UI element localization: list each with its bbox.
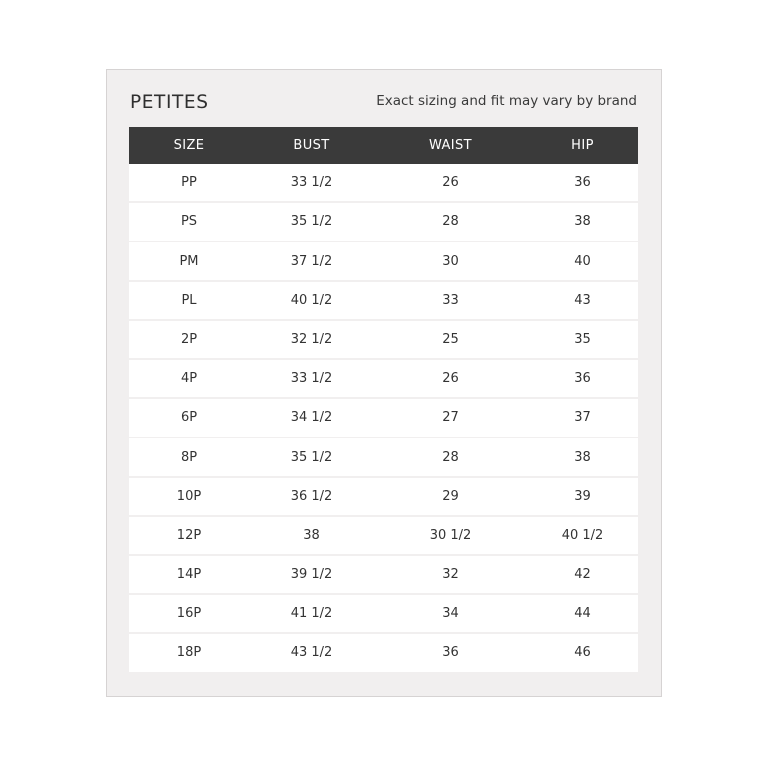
cell-bust: 34 1/2 — [290, 410, 333, 426]
cell-size: PS — [180, 214, 198, 230]
cell-bust: 35 1/2 — [290, 214, 333, 230]
cell-hip: 38 — [574, 449, 591, 465]
cell-size: PP — [181, 175, 197, 191]
size-table — [129, 127, 638, 672]
cell-hip: 46 — [574, 645, 591, 661]
header-hip: HIP — [571, 138, 594, 153]
cell-hip: 44 — [574, 606, 591, 622]
cell-waist: 33 — [442, 292, 459, 308]
cell-size: PL — [181, 292, 197, 308]
cell-hip: 43 — [574, 292, 591, 308]
table-body — [129, 164, 638, 672]
cell-bust: 36 1/2 — [290, 488, 333, 504]
cell-waist: 26 — [442, 175, 459, 191]
cell-waist: 28 — [442, 214, 459, 230]
cell-size: 14P — [176, 567, 202, 583]
table-row — [129, 595, 638, 632]
cell-hip: 38 — [574, 214, 591, 230]
cell-bust: 32 1/2 — [290, 331, 333, 347]
table-row — [129, 478, 638, 515]
cell-waist: 28 — [442, 449, 459, 465]
table-row — [129, 164, 638, 201]
cell-hip: 40 1/2 — [561, 527, 604, 543]
cell-hip: 42 — [574, 567, 591, 583]
cell-bust: 35 1/2 — [290, 449, 333, 465]
cell-waist: 30 — [442, 253, 459, 269]
cell-bust: 43 1/2 — [290, 645, 333, 661]
cell-waist: 36 — [442, 645, 459, 661]
cell-size: 2P — [180, 331, 198, 347]
cell-waist: 26 — [442, 371, 459, 387]
cell-waist: 32 — [442, 567, 459, 583]
cell-bust: 33 1/2 — [290, 371, 333, 387]
table-row — [129, 399, 638, 436]
table-row — [129, 438, 638, 475]
cell-size: 10P — [176, 488, 202, 504]
cell-bust: 38 — [303, 527, 320, 543]
cell-bust: 37 1/2 — [290, 253, 333, 269]
cell-size: 6P — [180, 410, 198, 426]
cell-bust: 40 1/2 — [290, 292, 333, 308]
cell-size: 12P — [176, 527, 202, 543]
cell-size: 4P — [180, 371, 198, 387]
size-chart-card — [106, 69, 662, 697]
cell-waist: 29 — [442, 488, 459, 504]
table-header — [129, 127, 638, 164]
cell-hip: 36 — [574, 175, 591, 191]
sizing-note: Exact sizing and fit may vary by brand — [376, 93, 637, 109]
cell-hip: 37 — [574, 410, 591, 426]
cell-size: 16P — [176, 606, 202, 622]
header-bust: BUST — [293, 138, 330, 153]
cell-size: 8P — [180, 449, 198, 465]
cell-waist: 34 — [442, 606, 459, 622]
table-row — [129, 321, 638, 358]
chart-title: PETITES — [130, 92, 209, 113]
table-row — [129, 556, 638, 593]
table-row — [129, 282, 638, 319]
cell-hip: 40 — [574, 253, 591, 269]
header-size: SIZE — [173, 138, 205, 153]
cell-waist: 30 1/2 — [429, 527, 472, 543]
cell-size: PM — [179, 253, 199, 269]
table-row — [129, 203, 638, 240]
cell-hip: 39 — [574, 488, 591, 504]
cell-hip: 35 — [574, 331, 591, 347]
table-row — [129, 634, 638, 671]
cell-waist: 27 — [442, 410, 459, 426]
table-row — [129, 242, 638, 279]
table-row — [129, 517, 638, 554]
cell-bust: 41 1/2 — [290, 606, 333, 622]
cell-waist: 25 — [442, 331, 459, 347]
table-row — [129, 360, 638, 397]
cell-bust: 33 1/2 — [290, 175, 333, 191]
cell-size: 18P — [176, 645, 202, 661]
cell-bust: 39 1/2 — [290, 567, 333, 583]
header-waist: WAIST — [428, 138, 473, 153]
cell-hip: 36 — [574, 371, 591, 387]
